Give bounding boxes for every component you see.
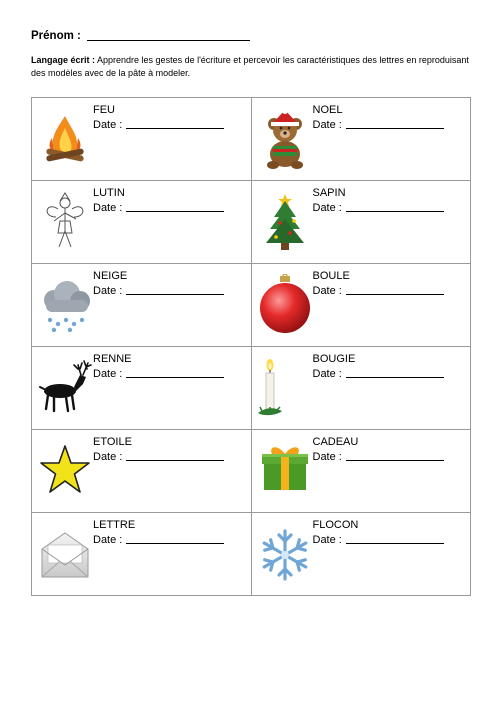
cell-renne (32, 347, 252, 430)
instruction-body: Apprendre les gestes de l'écriture et percevoir les caractéristiques des lettres en reproduisant des modèles avec de la pâte à modeler. (31, 55, 469, 78)
date-field: Date : (93, 534, 224, 546)
word-label: FLOCON (312, 519, 359, 531)
gift-icon (256, 440, 314, 502)
date-write-line[interactable] (126, 294, 224, 295)
word-label: BOULE (312, 270, 350, 282)
date-write-line[interactable] (346, 377, 444, 378)
fire-icon (36, 108, 94, 170)
date-write-line[interactable] (126, 128, 224, 129)
date-field: Date : (313, 368, 444, 380)
candle-icon (256, 357, 314, 419)
cell-boule (251, 264, 471, 347)
christmas-tree-icon (256, 191, 314, 253)
date-field: Date : (313, 202, 444, 214)
date-field: Date : (93, 285, 224, 297)
date-field: Date : (313, 285, 444, 297)
word-label: LETTRE (93, 519, 136, 531)
date-write-line[interactable] (126, 543, 224, 544)
date-field: Date : (93, 202, 224, 214)
word-label: LUTIN (93, 187, 125, 199)
cell-neige (32, 264, 252, 347)
cell-noel (251, 98, 471, 181)
date-field: Date : (93, 451, 224, 463)
cell-cadeau (251, 430, 471, 513)
date-write-line[interactable] (346, 543, 444, 544)
prenom-label: Prénom : (31, 30, 81, 42)
date-write-line[interactable] (346, 294, 444, 295)
word-label: RENNE (93, 353, 132, 365)
star-icon (36, 440, 94, 502)
word-label: NOEL (312, 104, 343, 116)
christmas-ball-icon (256, 274, 314, 336)
date-write-line[interactable] (346, 128, 444, 129)
date-write-line[interactable] (346, 460, 444, 461)
prenom-write-line[interactable] (87, 40, 250, 41)
envelope-icon (36, 523, 94, 585)
date-field: Date : (313, 119, 444, 131)
cell-flocon (251, 513, 471, 596)
elf-icon (36, 191, 94, 253)
date-field: Date : (93, 368, 224, 380)
cell-feu (32, 98, 252, 181)
date-field: Date : (313, 451, 444, 463)
date-write-line[interactable] (346, 211, 444, 212)
snowflake-icon (256, 523, 314, 585)
date-field: Date : (93, 119, 224, 131)
word-label: NEIGE (93, 270, 128, 282)
word-label: SAPIN (312, 187, 346, 199)
cell-bougie (251, 347, 471, 430)
snow-cloud-icon (36, 274, 94, 336)
cell-sapin (251, 181, 471, 264)
date-field: Date : (313, 534, 444, 546)
prenom-field (31, 30, 250, 42)
instruction-text (31, 54, 471, 79)
cell-lutin (32, 181, 252, 264)
cell-etoile (32, 430, 252, 513)
reindeer-icon (36, 357, 94, 419)
date-write-line[interactable] (126, 211, 224, 212)
word-label: CADEAU (312, 436, 359, 448)
instruction-title: Langage écrit : (31, 55, 96, 65)
word-label: BOUGIE (312, 353, 356, 365)
word-grid (31, 97, 471, 596)
date-write-line[interactable] (126, 460, 224, 461)
cell-lettre (32, 513, 252, 596)
word-label: ETOILE (93, 436, 132, 448)
word-label: FEU (93, 104, 115, 116)
date-write-line[interactable] (126, 377, 224, 378)
teddy-bear-icon (256, 108, 314, 170)
